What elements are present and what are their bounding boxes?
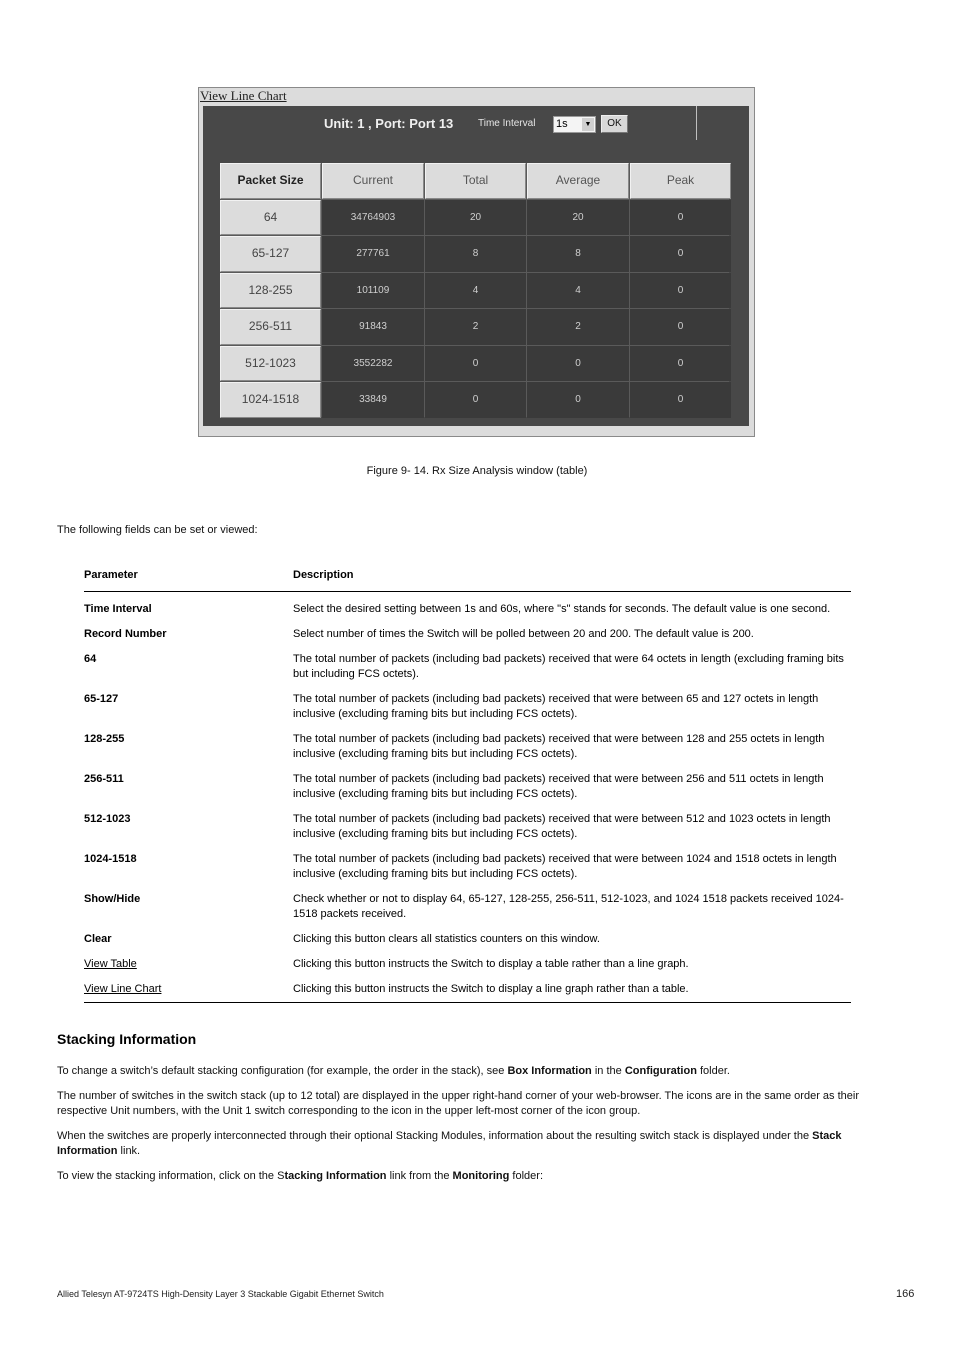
packet-size-table [220,163,729,417]
table-row [84,892,851,922]
param-name: 256-511 [84,773,124,785]
time-interval-value: 1s [556,118,568,130]
cell-current: 91843 [322,309,424,345]
param-name: Record Number [84,628,167,640]
row-label: 1024-1518 [220,382,321,418]
table-row [84,652,851,682]
cell-peak: 0 [630,346,731,382]
cell-current: 33849 [322,382,424,418]
row-label: 64 [220,200,321,236]
param-name: 1024-1518 [84,853,137,865]
cell-total: 2 [425,309,526,345]
view-line-chart-link[interactable]: View Line Chart [84,983,162,995]
param-desc: Clicking this button clears all statistics counters on this window. [293,933,600,945]
paragraph [57,1129,887,1159]
row-label: 128-255 [220,273,321,309]
param-desc: Clicking this button instructs the Switch to display a line graph rather than a table. [293,983,689,995]
param-desc: Select the desired setting between 1s and 60s, where "s" stands for seconds. The default value is one second. [293,603,831,615]
paragraph [57,1169,887,1184]
cell-average: 20 [527,200,629,236]
divider [84,1002,851,1003]
param-desc: Clicking this button instructs the Switch to display a table rather than a line graph. [293,958,689,970]
intro-text: The following fields can be set or viewed: [57,524,258,536]
table-row [84,852,851,882]
row-label: 256-511 [220,309,321,345]
cell-average: 2 [527,309,629,345]
bold-text: tacking Information [284,1170,387,1182]
table-header [84,569,851,592]
cell-average: 8 [527,236,629,272]
param-desc: The total number of packets (including bad packets) received that were between 512 and 1023 octets in length inclusive (excluding framing bits but including FCS octets). [293,813,831,840]
paragraph: The number of switches in the switch stack (up to 12 total) are displayed in the upper right-hand corner of your web-browser. The icons are in the same order as their respective Unit numbers, with the Unit 1 switch corresponding to the icon in the upper left-most corner of the icon group. [57,1090,859,1117]
footer-product: Allied Telesyn AT-9724TS High-Density Layer 3 Stackable Gigabit Ethernet Switch [57,1289,384,1299]
param-desc: Select number of times the Switch will be polled between 20 and 200. The default value is 200. [293,628,754,640]
cell-total: 0 [425,346,526,382]
cell-current: 34764903 [322,200,424,236]
text: When the switches are properly interconnected through their optional Stacking Modules, information about the resulting switch stack is displayed under the [57,1130,813,1142]
table-row [84,932,851,947]
table-row [84,982,851,997]
cell-average: 4 [527,273,629,309]
column-header: Peak [630,163,731,199]
cell-total: 8 [425,236,526,272]
text: folder: [509,1170,544,1182]
cell-peak: 0 [630,309,731,345]
table-row [84,957,851,972]
parameter-table [84,569,851,1003]
cell-average: 0 [527,382,629,418]
param-desc: The total number of packets (including bad packets) received that were between 256 and 511 octets in length inclusive (excluding framing bits but including FCS octets). [293,773,824,800]
cell-peak: 0 [630,200,731,236]
text: link. [117,1145,141,1157]
cell-peak: 0 [630,236,731,272]
text: in the [591,1065,625,1077]
param-name: 64 [84,653,97,665]
cell-average: 0 [527,346,629,382]
cell-peak: 0 [630,382,731,418]
view-table-link[interactable]: View Table [84,958,137,970]
time-interval-select[interactable] [553,116,596,133]
column-header: Average [527,163,629,199]
cell-current: 3552282 [322,346,424,382]
param-desc: The total number of packets (including bad packets) received that were between 65 and 127 octets in length inclusive (excluding framing bits but including FCS octets). [293,693,819,720]
param-desc: The total number of packets (including bad packets) received that were between 128 and 255 octets in length inclusive (excluding framing bits but including FCS octets). [293,733,825,760]
table-row [84,602,851,617]
text: link from the [386,1170,453,1182]
column-header: Packet Size [220,163,321,199]
ok-button[interactable]: OK [601,115,628,133]
cell-current: 277761 [322,236,424,272]
param-desc: The total number of packets (including bad packets) received that were 64 octets in length (excluding framing bits but including FCS octets). [293,653,844,680]
time-interval-label: Time Interval [478,118,536,129]
param-desc: Check whether or not to display 64, 65-127, 128-255, 256-511, 512-1023, and 1024 1518 packets received 1024-1518 packets received. [293,893,844,920]
param-name: 128-255 [84,733,125,745]
header-description: Description [293,569,354,581]
table-row [84,692,851,722]
column-header: Total [425,163,526,199]
bold-text: Stack Information [57,1130,842,1157]
view-line-chart-link[interactable]: View Line Chart [200,88,287,103]
divider [696,106,697,140]
param-name: Clear [84,933,112,945]
param-name: 65-127 [84,693,119,705]
cell-total: 20 [425,200,526,236]
unit-port-heading: Unit: 1 , Port: Port 13 [324,116,454,131]
param-name: Show/Hide [84,893,141,905]
table-row [84,732,851,762]
param-name: 512-1023 [84,813,131,825]
text: To view the stacking information, click on the S [57,1170,285,1182]
chevron-down-icon: ▼ [582,118,594,131]
section-title: Stacking Information [57,1031,197,1047]
column-header: Current [322,163,424,199]
page-number: 166 [896,1288,915,1300]
param-desc: The total number of packets (including bad packets) received that were between 1024 and 1518 octets in length inclusive (excluding framing bits but including FCS octets). [293,853,837,880]
bold-text: Configuration [624,1065,697,1077]
figure-caption: Figure 9- 14. Rx Size Analysis window (table) [366,465,588,477]
table-row [84,627,851,642]
table-row [84,772,851,802]
header-parameter: Parameter [84,569,138,581]
table-row [84,812,851,842]
cell-total: 0 [425,382,526,418]
row-label: 512-1023 [220,346,321,382]
cell-current: 101109 [322,273,424,309]
row-label: 65-127 [220,236,321,272]
bold-text: Monitoring [452,1170,510,1182]
paragraph [57,1064,887,1079]
param-name: Time Interval [84,603,152,615]
cell-peak: 0 [630,273,731,309]
text: To change a switch’s default stacking configuration (for example, the order in the stack), see [57,1065,508,1077]
bold-text: Box Information [507,1065,592,1077]
text: folder. [696,1065,730,1077]
cell-total: 4 [425,273,526,309]
